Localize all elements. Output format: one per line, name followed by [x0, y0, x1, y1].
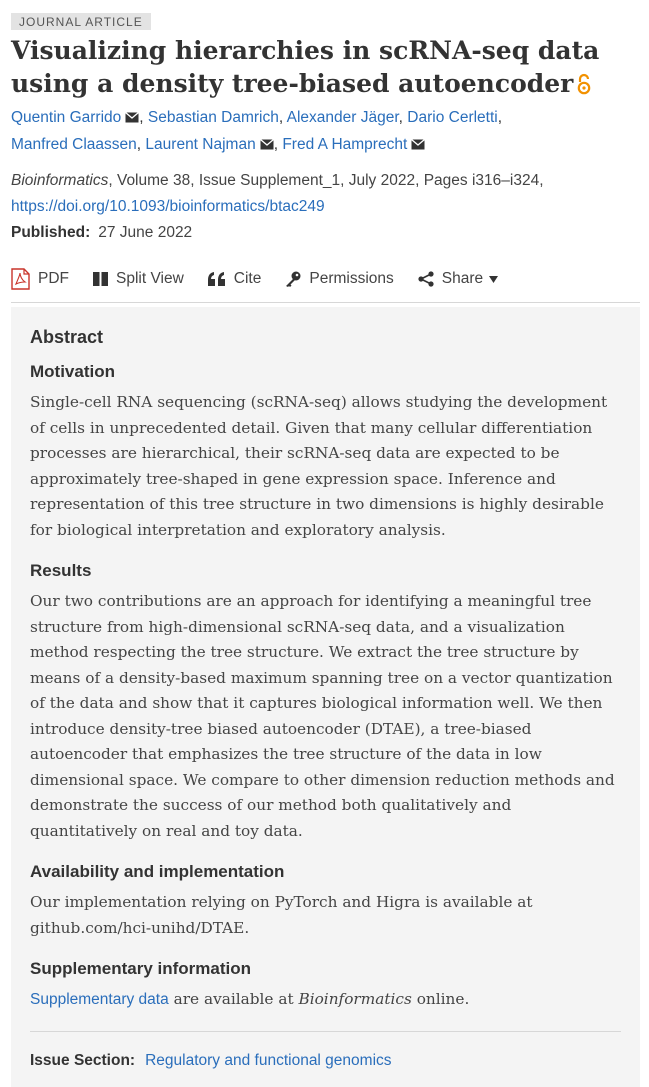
availability-text: Our implementation relying on PyTorch and Higra is available at github.com/hci-unihd/DTAE. — [30, 893, 533, 937]
cite-label: Cite — [233, 270, 262, 287]
share-icon — [418, 271, 434, 287]
author-link[interactable]: Dario Cerletti — [407, 109, 498, 126]
journal-name: Bioinformatics — [11, 172, 109, 189]
supplementary-mid: are available at — [168, 990, 299, 1008]
permissions-label: Permissions — [309, 270, 394, 287]
citation — [11, 168, 640, 220]
author-link[interactable]: Quentin Garrido — [11, 109, 122, 126]
published-date: 27 June 2022 — [98, 224, 193, 241]
author-separator: , — [273, 136, 283, 153]
motivation-heading: Motivation — [30, 362, 115, 381]
author-link[interactable]: Alexander Jäger — [286, 109, 399, 126]
caret-down-icon — [489, 276, 498, 283]
author-list — [11, 105, 640, 159]
pdf-button[interactable] — [11, 268, 69, 290]
author-link[interactable]: Sebastian Damrich — [147, 109, 279, 126]
author-separator: , — [278, 109, 287, 126]
open-access-icon — [577, 70, 591, 103]
doi-link[interactable]: https://doi.org/10.1093/bioinformatics/btac249 — [11, 198, 325, 215]
published-line — [11, 220, 640, 246]
article-title — [11, 34, 640, 103]
cite-button[interactable] — [208, 268, 262, 290]
abstract-heading: Abstract — [30, 327, 104, 347]
permissions-button[interactable] — [285, 268, 393, 290]
supplementary-text — [30, 987, 621, 1013]
motivation-text: Single-cell RNA sequencing (scRNA-seq) allows studying the development of cells in unprecedented detail. Given that many cellular differentiation processes are hierarchical, their scRNA-seq data are expected to be approximately tree-shaped in gene expression space. Inference and representation of this tree structure in two dimensions is highly desirable for biological interpretation and exploratory analysis. — [30, 393, 608, 539]
results-text: Our two contributions are an approach for identifying a meaningful tree structure from high-dimensional scRNA-seq data, and a visualization method respecting the tree structure. We extract the tree structure by means of a density-based maximum spanning tree on a vector quantization of the data and show that it captures biological information well. We then introduce density-tree biased autoencoder (DTAE), a tree-biased autoencoder that emphasizes the tree structure of the data in low dimensional space. We compare to other dimension reduction methods and demonstrate the success of our method both qualitatively and quantitatively on real and toy data. — [30, 592, 615, 840]
issue-section — [30, 1052, 621, 1070]
article-type-badge: JOURNAL ARTICLE — [11, 13, 151, 30]
supplementary-end: online. — [411, 990, 470, 1008]
issue-section-link[interactable]: Regulatory and functional genomics — [145, 1051, 392, 1069]
mail-icon[interactable] — [260, 133, 274, 159]
mail-icon[interactable] — [125, 106, 139, 132]
divider — [30, 1031, 621, 1032]
quote-icon — [208, 272, 226, 286]
published-label: Published: — [11, 224, 91, 241]
author-link[interactable]: Laurent Najman — [145, 136, 256, 153]
pdf-icon — [11, 268, 30, 290]
author-separator: , — [398, 109, 408, 126]
mail-icon[interactable] — [411, 133, 425, 159]
author-link[interactable]: Manfred Claassen — [11, 136, 137, 153]
share-button[interactable] — [418, 268, 498, 290]
issue-section-label: Issue Section: — [30, 1051, 136, 1069]
key-icon — [285, 271, 301, 287]
article-toolbar — [11, 268, 640, 303]
supplementary-data-link[interactable]: Supplementary data — [30, 991, 169, 1008]
abstract-panel — [11, 307, 640, 1087]
split-view-button[interactable] — [93, 268, 184, 290]
supplementary-journal: Bioinformatics — [298, 990, 412, 1008]
split-view-icon — [93, 272, 108, 286]
supplementary-heading: Supplementary information — [30, 959, 252, 978]
author-separator: , — [136, 136, 146, 153]
availability-heading: Availability and implementation — [30, 862, 285, 881]
article-header — [11, 0, 640, 1069]
article-title-text: Visualizing hierarchies in scRNA-seq data using a density tree-biased autoencoder — [11, 36, 600, 98]
pdf-label: PDF — [38, 270, 69, 287]
author-link[interactable]: Fred A Hamprecht — [282, 136, 408, 153]
author-separator: , — [139, 109, 148, 126]
split-view-label: Split View — [116, 270, 184, 287]
results-heading: Results — [30, 561, 92, 580]
citation-details: , Volume 38, Issue Supplement_1, July 2022, Pages i316–i324, — [108, 172, 544, 189]
author-separator: , — [497, 109, 503, 126]
share-label: Share — [441, 270, 484, 287]
